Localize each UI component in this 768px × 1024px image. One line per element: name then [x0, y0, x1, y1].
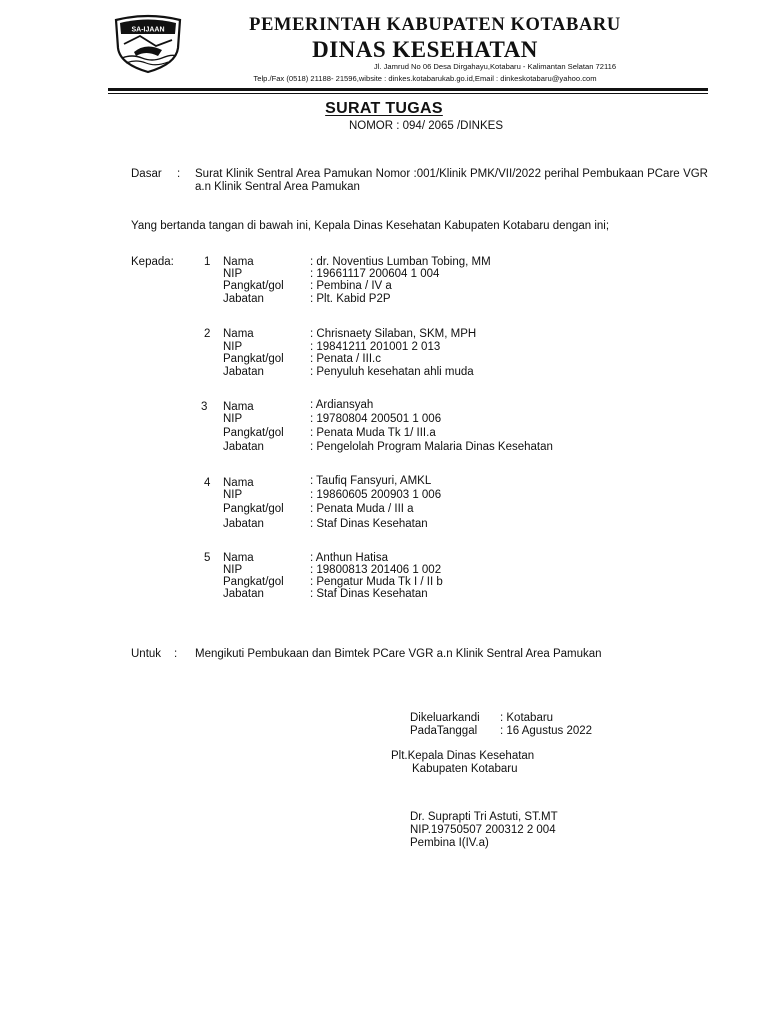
issued-date-label: PadaTanggal [410, 725, 478, 737]
nip-label: NIP [223, 341, 243, 353]
pangkat-value: : Penata Muda Tk 1/ III.a [310, 427, 436, 439]
jabatan-value: : Staf Dinas Kesehatan [310, 518, 428, 530]
document-number: NOMOR : 094/ 2065 /DINKES [348, 120, 504, 132]
kepada-label: Kepada: [131, 256, 174, 268]
document-title-text: SURAT TUGAS [325, 100, 443, 117]
government-name: PEMERINTAH KABUPATEN KOTABARU [249, 15, 621, 35]
pangkat-value: : Pembina / IV a [310, 280, 392, 292]
nama-label: Nama [223, 401, 254, 413]
jabatan-label: Jabatan [223, 518, 264, 530]
signatory-name: Dr. Suprapti Tri Astuti, ST.MT [410, 811, 558, 823]
untuk-colon: : [174, 648, 178, 660]
jabatan-value: : Plt. Kabid P2P [310, 293, 391, 305]
pangkat-label: Pangkat/gol [223, 427, 284, 439]
signatory-office: Kabupaten Kotabaru [412, 763, 518, 775]
untuk-label: Untuk [131, 648, 162, 660]
letterhead-divider-thin [108, 93, 708, 94]
nip-value: : 19780804 200501 1 006 [310, 413, 442, 425]
regency-logo [112, 14, 184, 74]
signatory-rank: Pembina I(IV.a) [410, 837, 489, 849]
jabatan-label: Jabatan [223, 441, 264, 453]
pangkat-label: Pangkat/gol [223, 576, 284, 588]
issued-place-value: : Kotabaru [500, 712, 554, 724]
pangkat-value: : Penata / III.c [310, 353, 381, 365]
nama-label: Nama [223, 477, 254, 489]
assignee-number: 3 [201, 401, 208, 413]
nip-label: NIP [223, 489, 243, 501]
nip-label: NIP [223, 564, 243, 576]
nama-value: : dr. Noventius Lumban Tobing, MM [310, 256, 491, 268]
department-name: DINAS KESEHATAN [312, 37, 538, 62]
issued-date-value: : 16 Agustus 2022 [500, 725, 593, 737]
signatory-nip: NIP.19750507 200312 2 004 [410, 824, 556, 836]
pangkat-value: : Penata Muda / III a [310, 503, 414, 515]
dasar-text: Surat Klinik Sentral Area Pamukan Nomor :001/Klinik PMK/VII/2022 perihal Pembukaan PCare VGR a.n Klinik Sentral Area Pamukan [195, 168, 708, 193]
address-line: Jl. Jamrud No 06 Desa Dirgahayu,Kotabaru - Kalimantan Selatan 72116 [373, 62, 617, 71]
nama-value: : Chrisnaety Silaban, SKM, MPH [310, 328, 477, 340]
jabatan-value: : Staf Dinas Kesehatan [310, 588, 428, 600]
assignee-number: 1 [204, 256, 211, 268]
jabatan-value: : Pengelolah Program Malaria Dinas Kesehatan [310, 441, 553, 453]
letterhead-divider-thick [108, 88, 708, 91]
nama-value: : Ardiansyah [310, 399, 374, 411]
issued-place-label: Dikeluarkandi [410, 712, 480, 724]
pangkat-value: : Pengatur Muda Tk I / II b [310, 576, 443, 588]
jabatan-label: Jabatan [223, 366, 264, 378]
jabatan-label: Jabatan [223, 588, 264, 600]
nama-value: : Anthun Hatisa [310, 552, 388, 564]
intro-statement: Yang bertanda tangan di bawah ini, Kepala Dinas Kesehatan Kabupaten Kotabaru dengan ini; [131, 220, 610, 232]
nama-value: : Taufiq Fansyuri, AMKL [310, 475, 432, 487]
nama-label: Nama [223, 328, 254, 340]
nama-label: Nama [223, 256, 254, 268]
nama-label: Nama [223, 552, 254, 564]
untuk-text: Mengikuti Pembukaan dan Bimtek PCare VGR a.n Klinik Sentral Area Pamukan [195, 648, 602, 660]
nip-value: : 19860605 200903 1 006 [310, 489, 442, 501]
jabatan-label: Jabatan [223, 293, 264, 305]
signatory-position: Plt.Kepala Dinas Kesehatan [391, 750, 535, 762]
dasar-label: Dasar [131, 168, 162, 180]
pangkat-label: Pangkat/gol [223, 503, 284, 515]
pangkat-label: Pangkat/gol [223, 280, 284, 292]
dasar-colon: : [177, 168, 181, 180]
pangkat-label: Pangkat/gol [223, 353, 284, 365]
assignee-number: 4 [204, 477, 211, 489]
nip-label: NIP [223, 268, 243, 280]
document-title [0, 100, 768, 118]
assignee-number: 5 [204, 552, 211, 564]
assignee-number: 2 [204, 328, 211, 340]
logo-text: SA-IJAAN [131, 26, 165, 34]
nip-value: : 19661117 200604 1 004 [310, 268, 440, 280]
nip-label: NIP [223, 413, 243, 425]
contact-line: Telp./Fax (0518) 21188- 21596,wibsite : dinkes.kotabarukab.go.id,Email : dinkeskotabaru@yahoo.com [253, 74, 597, 83]
nip-value: : 19800813 201406 1 002 [310, 564, 442, 576]
nip-value: : 19841211 201001 2 013 [310, 341, 441, 353]
jabatan-value: : Penyuluh kesehatan ahli muda [310, 366, 474, 378]
